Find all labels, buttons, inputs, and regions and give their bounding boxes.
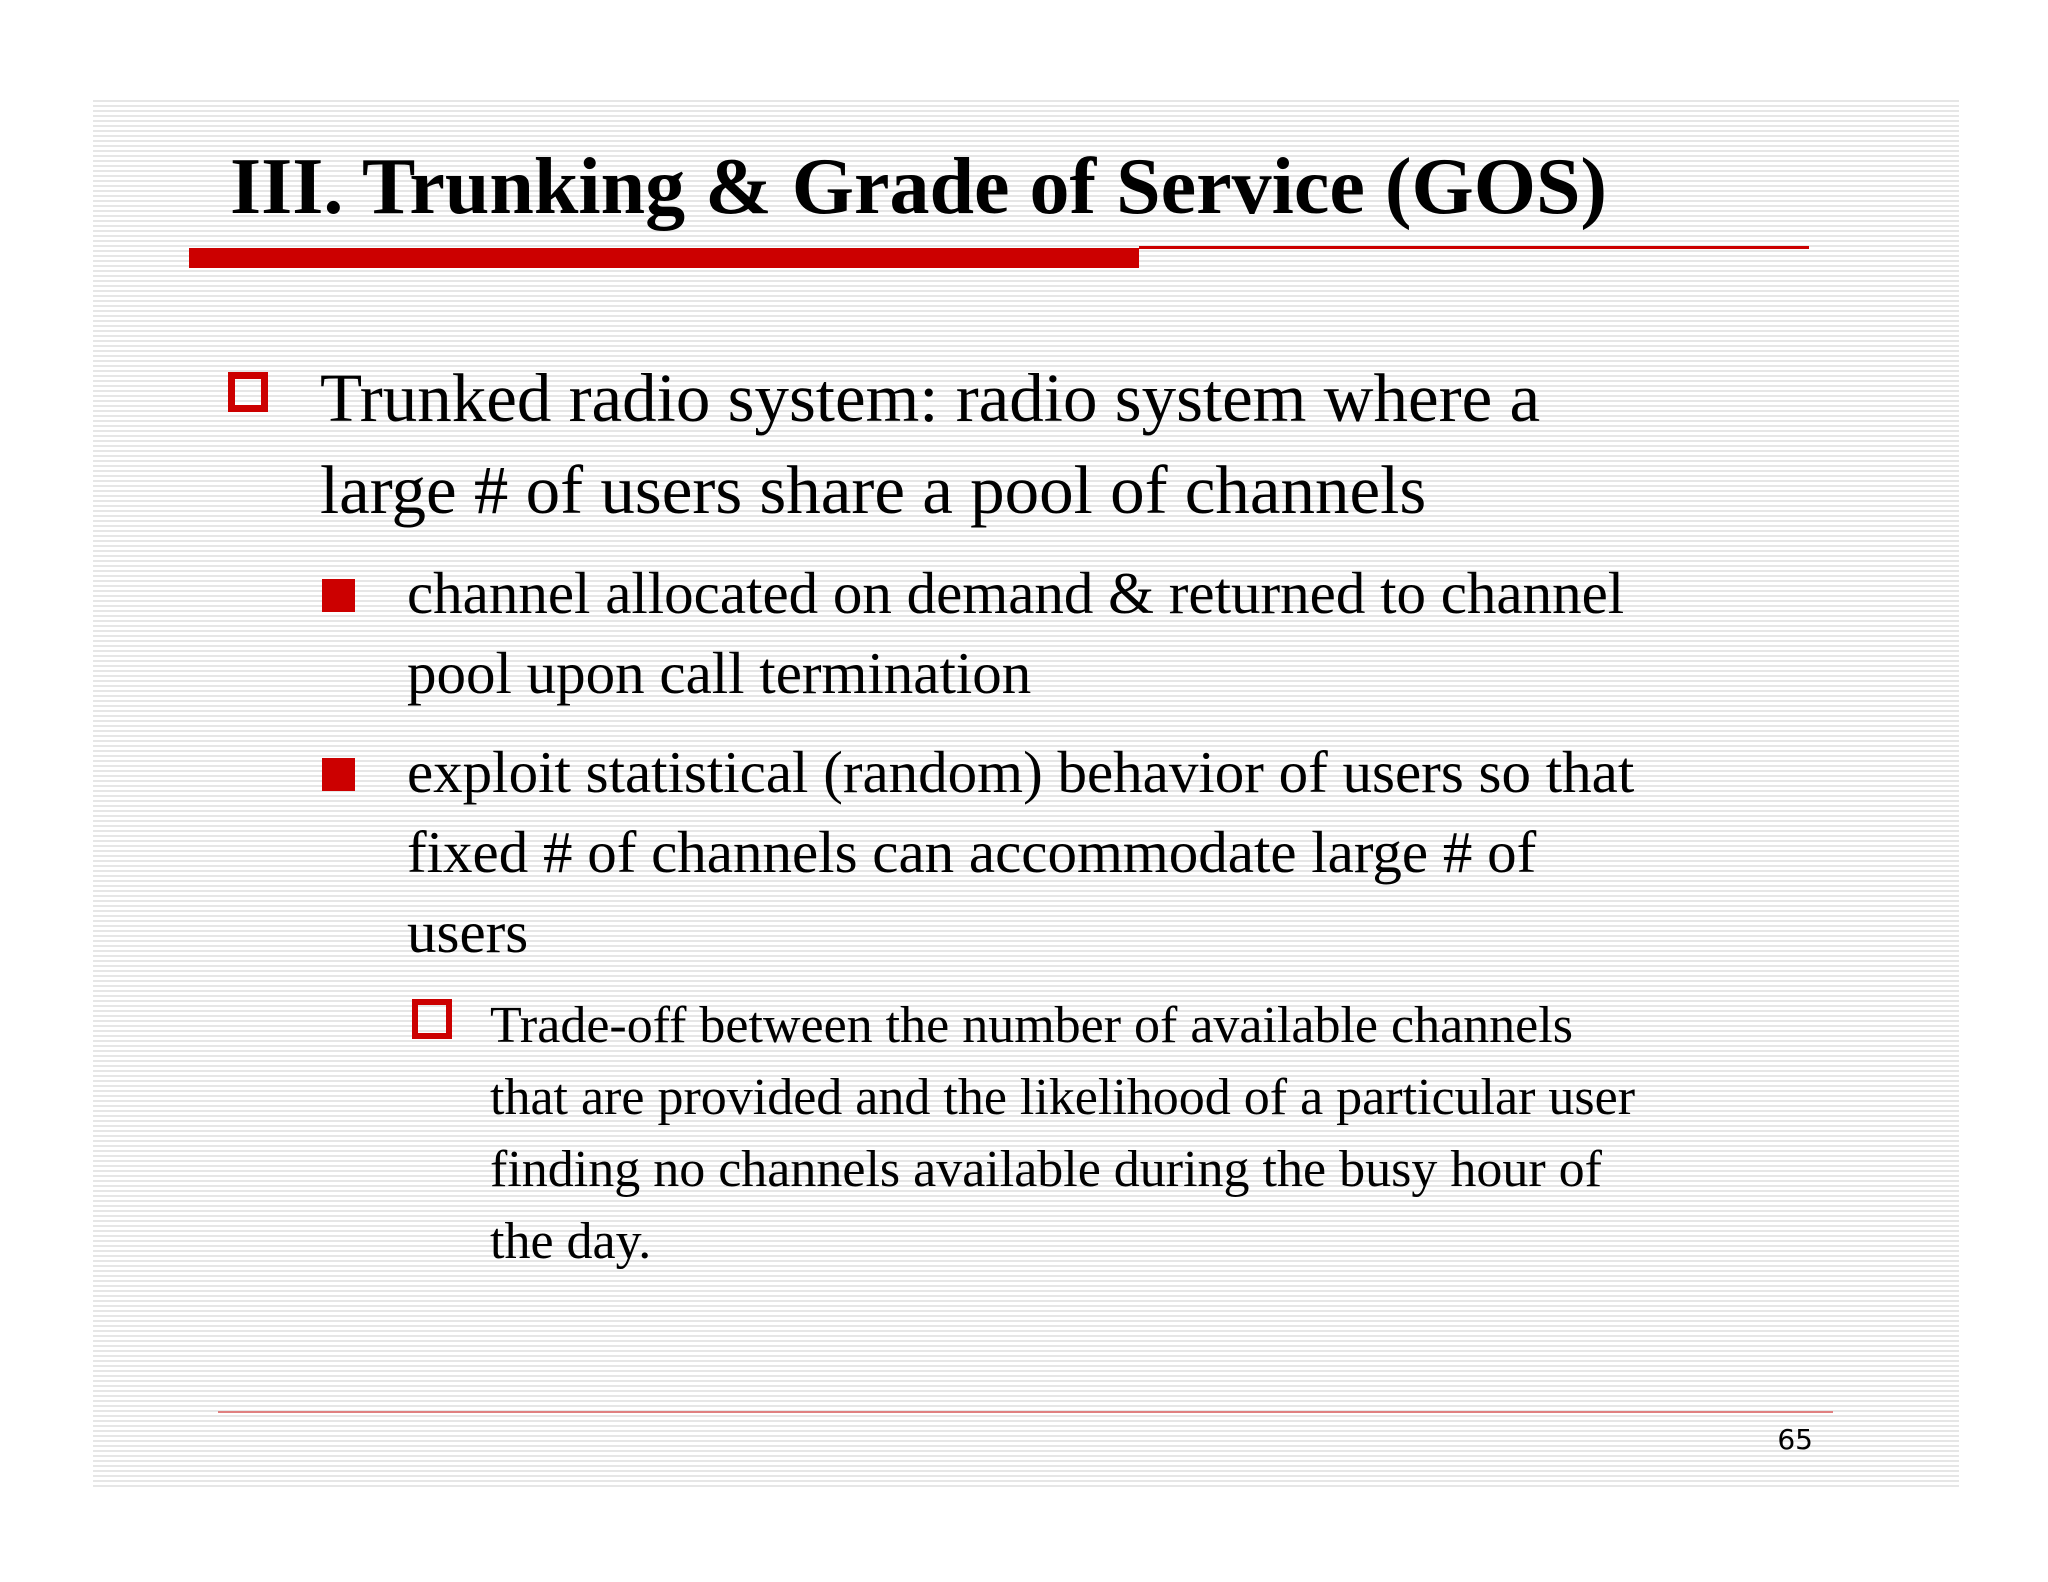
- bullet-line: exploit statistical (random) behavior of users so that: [407, 739, 1635, 805]
- bullet-text: [407, 732, 1634, 972]
- bullet-line: channel allocated on demand & returned to channel: [407, 560, 1625, 626]
- footer-divider: [218, 1411, 1833, 1413]
- bullet-text: [407, 553, 1624, 713]
- bullet-text: [490, 990, 1635, 1278]
- slide-title: III. Trunking & Grade of Service (GOS): [230, 143, 1608, 231]
- bullet-line: finding no channels available during the busy hour of: [490, 1141, 1602, 1198]
- bullet-line: Trade-off between the number of available channels: [490, 997, 1573, 1054]
- bullet-line: that are provided and the likelihood of a particular user: [490, 1069, 1636, 1126]
- page-number: 65: [1777, 1423, 1813, 1456]
- hollow-square-icon: [412, 999, 452, 1039]
- bullet-line: the day.: [490, 1213, 652, 1270]
- hollow-square-icon: [228, 372, 268, 412]
- title-underline-thin: [1139, 246, 1809, 249]
- filled-square-icon: [322, 579, 355, 612]
- filled-square-icon: [322, 758, 355, 791]
- bullet-line: Trunked radio system: radio system where a: [320, 360, 1541, 436]
- bullet-text: [320, 352, 1540, 536]
- bullet-line: large # of users share a pool of channels: [320, 452, 1427, 528]
- title-underline-thick: [189, 248, 1139, 268]
- bullet-line: users: [407, 899, 529, 965]
- slide: [93, 97, 1959, 1489]
- bullet-line: pool upon call termination: [407, 640, 1032, 706]
- bullet-line: fixed # of channels can accommodate large # of: [407, 819, 1537, 885]
